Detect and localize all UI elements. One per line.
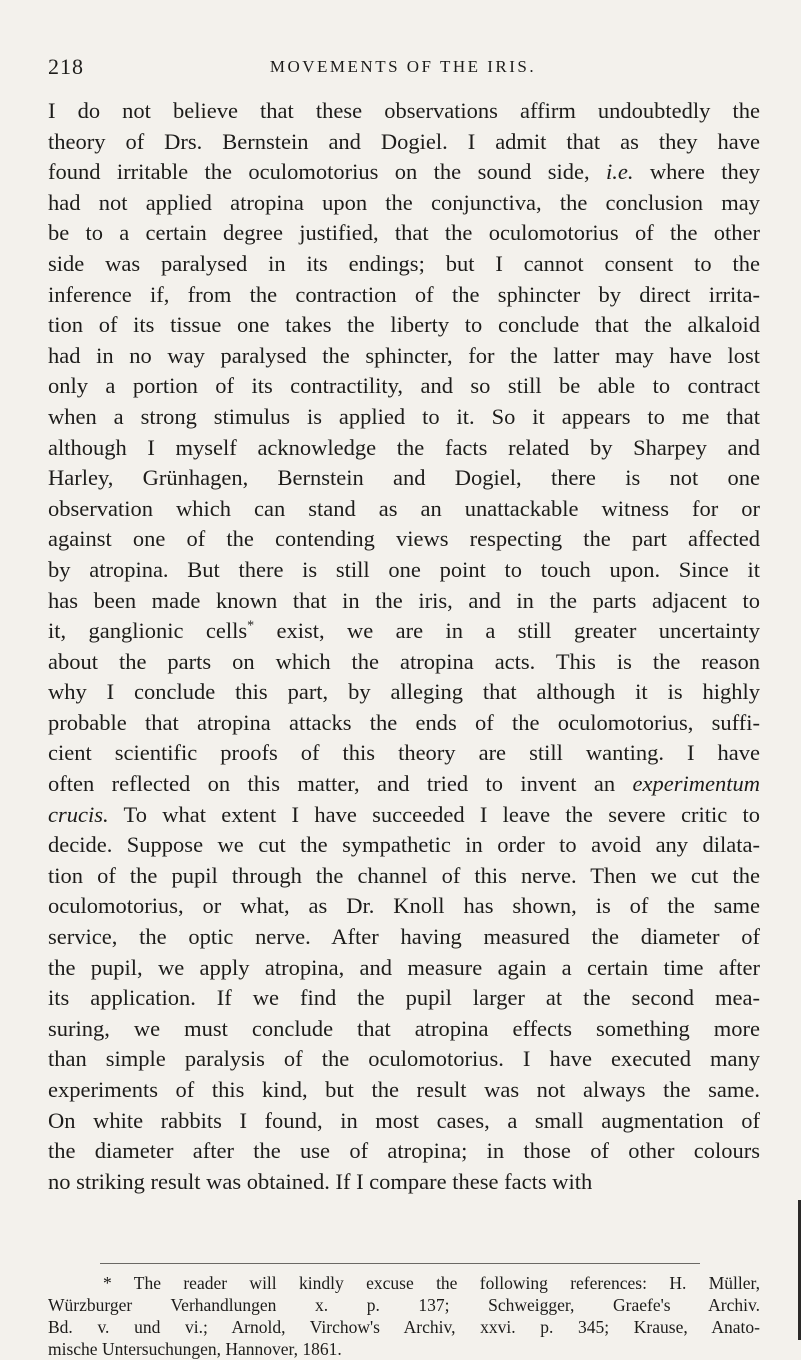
text-line: the diameter after the use of atropina; in those of other colours — [48, 1138, 760, 1164]
text-line: found irritable the oculomotorius on the sound side, i.e. where they — [48, 159, 760, 185]
text-line: suring, we must conclude that atropina effects something more — [48, 1015, 760, 1041]
footnote-line: Würzburger Verhandlungen x. p. 137; Schweigger, Graefe's Archiv. — [48, 1295, 760, 1315]
text-line: probable that atropina attacks the ends of the oculomotorius, suffi- — [48, 709, 760, 735]
footnote-divider — [100, 1263, 700, 1264]
text-line: about the parts on which the atropina acts. This is the reason — [48, 648, 760, 674]
text-line: often reflected on this matter, and tried to invent an experimentum — [48, 771, 760, 797]
text-line: by atropina. But there is still one point to touch upon. Since it — [48, 556, 760, 582]
text-line: inference if, from the contraction of the sphincter by direct irrita- — [48, 281, 760, 307]
text-line: experiments of this kind, but the result was not always the same. — [48, 1077, 760, 1102]
text-line: Harley, Grünhagen, Bernstein and Dogiel, there is not one — [48, 465, 760, 491]
text-line: be to a certain degree justified, that the oculomotorius of the other — [48, 220, 760, 246]
text-line: why I conclude this part, by alleging that although it is highly — [48, 679, 760, 705]
text-line: when a strong stimulus is applied to it. So it appears to me that — [48, 403, 760, 429]
text-line: no striking result was obtained. If I compare these facts with — [48, 1168, 593, 1194]
text-line: cient scientific proofs of this theory are still wanting. I have — [48, 740, 760, 766]
text-line: theory of Drs. Bernstein and Dogiel. I admit that as they have — [48, 128, 760, 154]
page-number: 218 — [48, 54, 84, 79]
text-line: the pupil, we apply atropina, and measure again a certain time after — [48, 954, 760, 980]
text-line: has been made known that in the iris, and in the parts adjacent to — [48, 587, 760, 613]
text-line: had in no way paralysed the sphincter, for the latter may have lost — [48, 342, 760, 368]
text-line: its application. If we find the pupil larger at the second mea- — [48, 985, 760, 1011]
body-text — [48, 96, 760, 1197]
text-line: observation which can stand as an unattackable witness for or — [48, 495, 760, 521]
text-line: tion of its tissue one takes the liberty to conclude that the alkaloid — [48, 312, 760, 338]
footnote — [48, 1272, 760, 1360]
text-line: than simple paralysis of the oculomotorius. I have executed many — [48, 1046, 760, 1072]
text-line: crucis. To what extent I have succeeded I leave the severe critic to — [48, 801, 760, 827]
text-line: service, the optic nerve. After having measured the diameter of — [48, 924, 760, 950]
footnote-line: * The reader will kindly excuse the following references: H. Müller, — [103, 1273, 760, 1293]
text-line: had not applied atropina upon the conjunctiva, the conclusion may — [48, 189, 760, 215]
running-title: MOVEMENTS OF THE IRIS. — [269, 57, 537, 76]
text-line: tion of the pupil through the channel of this nerve. Then we cut the — [48, 862, 760, 888]
footnote-line: Bd. v. und vi.; Arnold, Virchow's Archiv, xxvi. p. 345; Krause, Anato- — [48, 1317, 760, 1337]
text-line: oculomotorius, or what, as Dr. Knoll has shown, is of the same — [48, 893, 760, 919]
footnote-line: mische Untersuchungen, Hannover, 1861. — [48, 1339, 342, 1359]
text-line: against one of the contending views respecting the part affected — [48, 526, 760, 552]
text-line: it, ganglionic cells* exist, we are in a still greater uncertainty — [48, 618, 760, 644]
text-line: I do not believe that these observations affirm undoubtedly the — [48, 98, 760, 123]
text-line: On white rabbits I found, in most cases, a small augmentation of — [48, 1107, 760, 1133]
text-line: decide. Suppose we cut the sympathetic in order to avoid any dilata- — [48, 832, 760, 858]
text-line: only a portion of its contractility, and so still be able to contract — [48, 373, 760, 399]
text-line: although I myself acknowledge the facts related by Sharpey and — [48, 434, 760, 460]
text-line: side was paralysed in its endings; but I cannot consent to the — [48, 250, 760, 276]
page-header — [48, 54, 758, 84]
